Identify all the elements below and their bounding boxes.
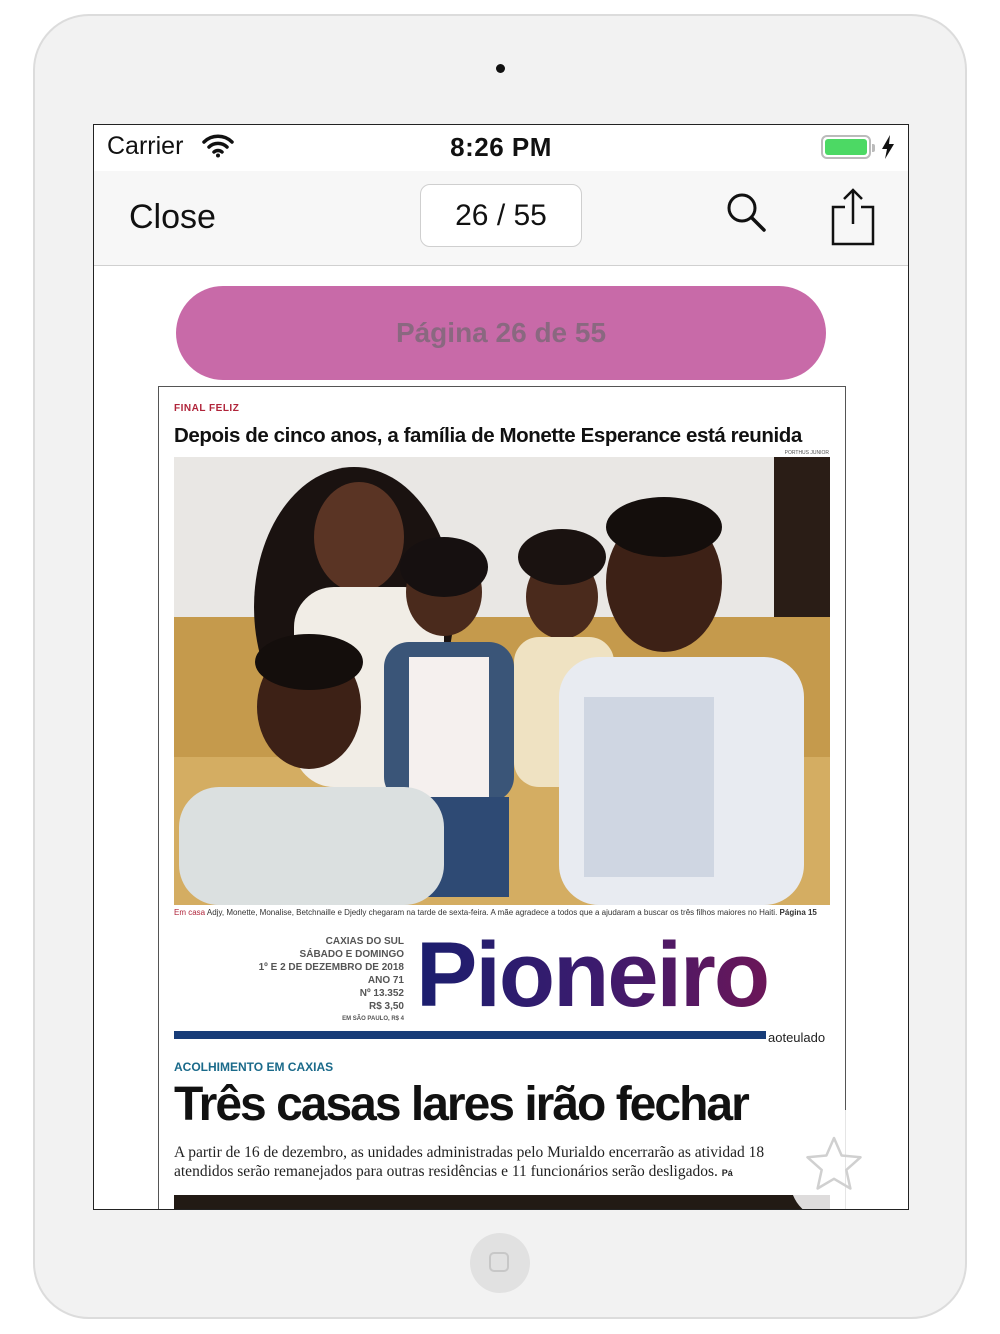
masthead-line: 1º E 2 DE DEZEMBRO DE 2018	[258, 962, 404, 973]
subbrand-label: aoteulado	[768, 1030, 826, 1045]
story-headline: Depois de cinco anos, a família de Monette Esperance está reunida	[174, 424, 802, 447]
charging-bolt-icon	[881, 134, 895, 160]
masthead-line: R$ 3,50	[368, 1001, 404, 1012]
masthead-line: CAXIAS DO SUL	[325, 936, 404, 947]
caption-lead: Em casa	[174, 908, 206, 917]
masthead-line: ANO 71	[367, 975, 404, 986]
app-screen	[93, 124, 909, 1210]
masthead-line: Nº 13.352	[359, 988, 404, 999]
front-camera	[496, 64, 505, 73]
newspaper-page[interactable]	[158, 386, 846, 1210]
newspaper-logo: Pioneiro	[416, 924, 769, 1026]
toolbar	[94, 171, 908, 266]
search-icon[interactable]	[725, 191, 769, 235]
masthead-info	[219, 935, 404, 1026]
home-button[interactable]	[470, 1233, 530, 1293]
page-indicator[interactable]: 26 / 55	[420, 184, 582, 247]
masthead-small: EM SÃO PAULO, R$ 4	[342, 1016, 404, 1022]
caption-text: Adjy, Monette, Monalise, Betchnaille e Djedly chegaram na tarde de sexta-feira. A mãe agradece a todos que a ajudaram a buscar os três filhos maiores no Haiti.	[206, 908, 778, 917]
page-banner: Página 26 de 55	[176, 286, 826, 380]
clock: 8:26 PM	[450, 132, 552, 162]
dark-band	[174, 1195, 830, 1210]
section-label: ACOLHIMENTO EM CAXIAS	[174, 1060, 334, 1074]
family-photo	[174, 457, 830, 905]
share-icon[interactable]	[830, 187, 876, 247]
masthead-rule	[174, 1031, 766, 1039]
caption-page: Página 15	[779, 908, 817, 917]
story-kicker: FINAL FELIZ	[174, 403, 240, 414]
battery-icon	[821, 135, 871, 159]
main-headline: Três casas lares irão fechar	[174, 1078, 748, 1131]
close-button[interactable]: Close	[129, 198, 216, 236]
carrier-label: Carrier	[107, 132, 184, 160]
status-bar	[94, 125, 908, 171]
deck-text: A partir de 16 de dezembro, as unidades administradas pelo Murialdo encerrarão as atividad 18 atendidos serão remanejados para outras residências e 11 funcionários serão desligados.	[174, 1144, 765, 1180]
masthead-line: SÁBADO E DOMINGO	[299, 949, 404, 960]
story-deck	[174, 1143, 799, 1183]
photo-credit: PORTHUS JUNIOR	[784, 450, 829, 456]
deck-page: Pá	[721, 1168, 733, 1178]
photo-caption	[174, 908, 817, 917]
home-button-icon	[489, 1252, 509, 1272]
star-icon[interactable]	[804, 1135, 864, 1193]
